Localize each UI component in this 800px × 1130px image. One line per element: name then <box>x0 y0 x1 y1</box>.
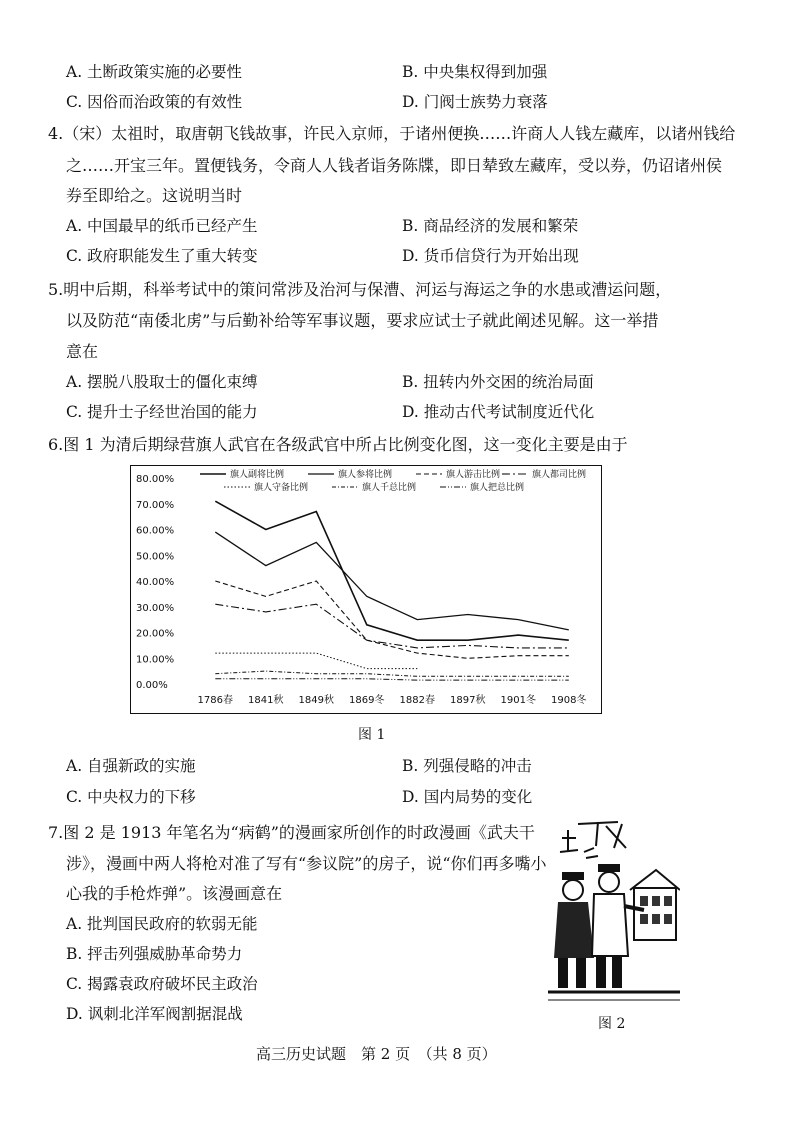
q4-stem-line2: 之……开宝三年。置便钱务，令商人人钱者诣务陈牒，即日辇致左藏库，受以券，仍诏诸州侯 <box>66 156 723 175</box>
y-tick-label: 0.00% <box>136 680 168 691</box>
page-footer: 高三历史试题 第 2 页 （共 8 页） <box>256 1045 497 1063</box>
q4-option-d: D. 货币信贷行为开始出现 <box>402 247 579 265</box>
q5-option-c: C. 提升士子经世治国的能力 <box>66 403 258 421</box>
legend-label: 旗人都司比例 <box>532 470 587 480</box>
q6-option-d: D. 国内局势的变化 <box>402 788 533 806</box>
y-tick-label: 70.00% <box>136 499 175 511</box>
q3-option-a: A. 土断政策实施的必要性 <box>66 63 243 81</box>
legend-label: 旗人副将比例 <box>230 470 285 480</box>
q4-stem-line1: 4.（宋）太祖时，取唐朝飞钱故事，许民入京师，于诸州便换……许商人人钱左藏库，以诸州钱给 <box>48 124 736 143</box>
q7-option-a: A. 批判国民政府的软弱无能 <box>66 915 258 933</box>
figure1-caption: 图 1 <box>358 727 386 743</box>
q5-stem-line3: 意在 <box>66 342 99 361</box>
y-tick-label: 80.00% <box>136 474 175 485</box>
legend-label: 旗人千总比例 <box>362 483 417 493</box>
q5-option-a: A. 摆脱八股取士的僵化束缚 <box>66 373 258 391</box>
x-tick-label: 1897秋 <box>450 695 486 706</box>
x-tick-label: 1908冬 <box>551 695 587 706</box>
q4-option-b: B. 商品经济的发展和繁荣 <box>402 217 579 235</box>
figure2-cartoon <box>548 818 680 1008</box>
q3-option-c: C. 因俗而治政策的有效性 <box>66 93 243 111</box>
q5-stem-line1: 5.明中后期，科举考试中的策问常涉及治河与保漕、河运与海运之争的水患或漕运问题， <box>48 280 672 299</box>
y-tick-label: 60.00% <box>136 525 175 537</box>
senate-building-icon <box>630 870 680 940</box>
x-tick-label: 1786春 <box>197 695 233 706</box>
q6-option-a: A. 自强新政的实施 <box>66 757 196 775</box>
q5-option-b: B. 扭转内外交困的统治局面 <box>402 373 594 391</box>
legend-label: 旗人守备比例 <box>254 483 309 493</box>
q7-stem-line3: 心我的手枪炸弹”。该漫画意在 <box>66 884 283 903</box>
x-tick-label: 1869冬 <box>349 695 385 706</box>
q7-stem-line2: 涉》，漫画中两人将枪对准了写有“参议院”的房子，说“你们再多嘴小 <box>66 854 547 873</box>
y-tick-label: 50.00% <box>136 551 175 563</box>
q6-option-b: B. 列强侵略的冲击 <box>402 757 532 775</box>
q3-option-b: B. 中央集权得到加强 <box>402 63 548 81</box>
x-tick-label: 1901冬 <box>500 695 536 706</box>
q6-stem: 6.图 1 为清后期绿营旗人武官在各级武官中所占比例变化图，这一变化主要是由于 <box>48 435 628 454</box>
y-tick-label: 10.00% <box>136 654 175 666</box>
x-tick-label: 1882春 <box>399 695 435 706</box>
legend-label: 旗人参将比例 <box>338 470 393 480</box>
q7-stem-line1: 7.图 2 是 1913 年笔名为“病鹤”的漫画家所创作的时政漫画《武夫干 <box>48 823 535 842</box>
figure2-caption: 图 2 <box>598 1016 626 1032</box>
y-tick-label: 20.00% <box>136 628 175 640</box>
q7-option-b: B. 抨击列强威胁革命势力 <box>66 945 243 963</box>
x-tick-label: 1849秋 <box>298 695 334 706</box>
y-tick-label: 30.00% <box>136 602 175 614</box>
q4-stem-line3: 券至即给之。这说明当时 <box>66 186 243 205</box>
q5-stem-line2: 以及防范“南倭北虏”与后勤补给等军事议题，要求应试士子就此阐述见解。这一举措 <box>66 311 659 330</box>
legend-label: 旗人把总比例 <box>470 483 525 493</box>
q4-option-a: A. 中国最早的纸币已经产生 <box>66 217 258 235</box>
legend-label: 旗人游击比例 <box>446 470 501 480</box>
x-tick-label: 1841秋 <box>248 695 284 706</box>
soldier-figure-icon <box>554 872 594 988</box>
q3-option-d: D. 门阀士族势力衰落 <box>402 93 548 111</box>
q7-option-c: C. 揭露袁政府破坏民主政治 <box>66 975 258 993</box>
figure1-line-chart <box>130 465 602 714</box>
y-tick-label: 40.00% <box>136 577 175 588</box>
q4-option-c: C. 政府职能发生了重大转变 <box>66 247 258 265</box>
q7-option-d: D. 讽刺北洋军阀割据混战 <box>66 1005 243 1023</box>
q6-option-c: C. 中央权力的下移 <box>66 788 196 806</box>
cartoon-title-calligraphy-icon <box>560 822 626 858</box>
q5-option-d: D. 推动古代考试制度近代化 <box>402 403 595 421</box>
